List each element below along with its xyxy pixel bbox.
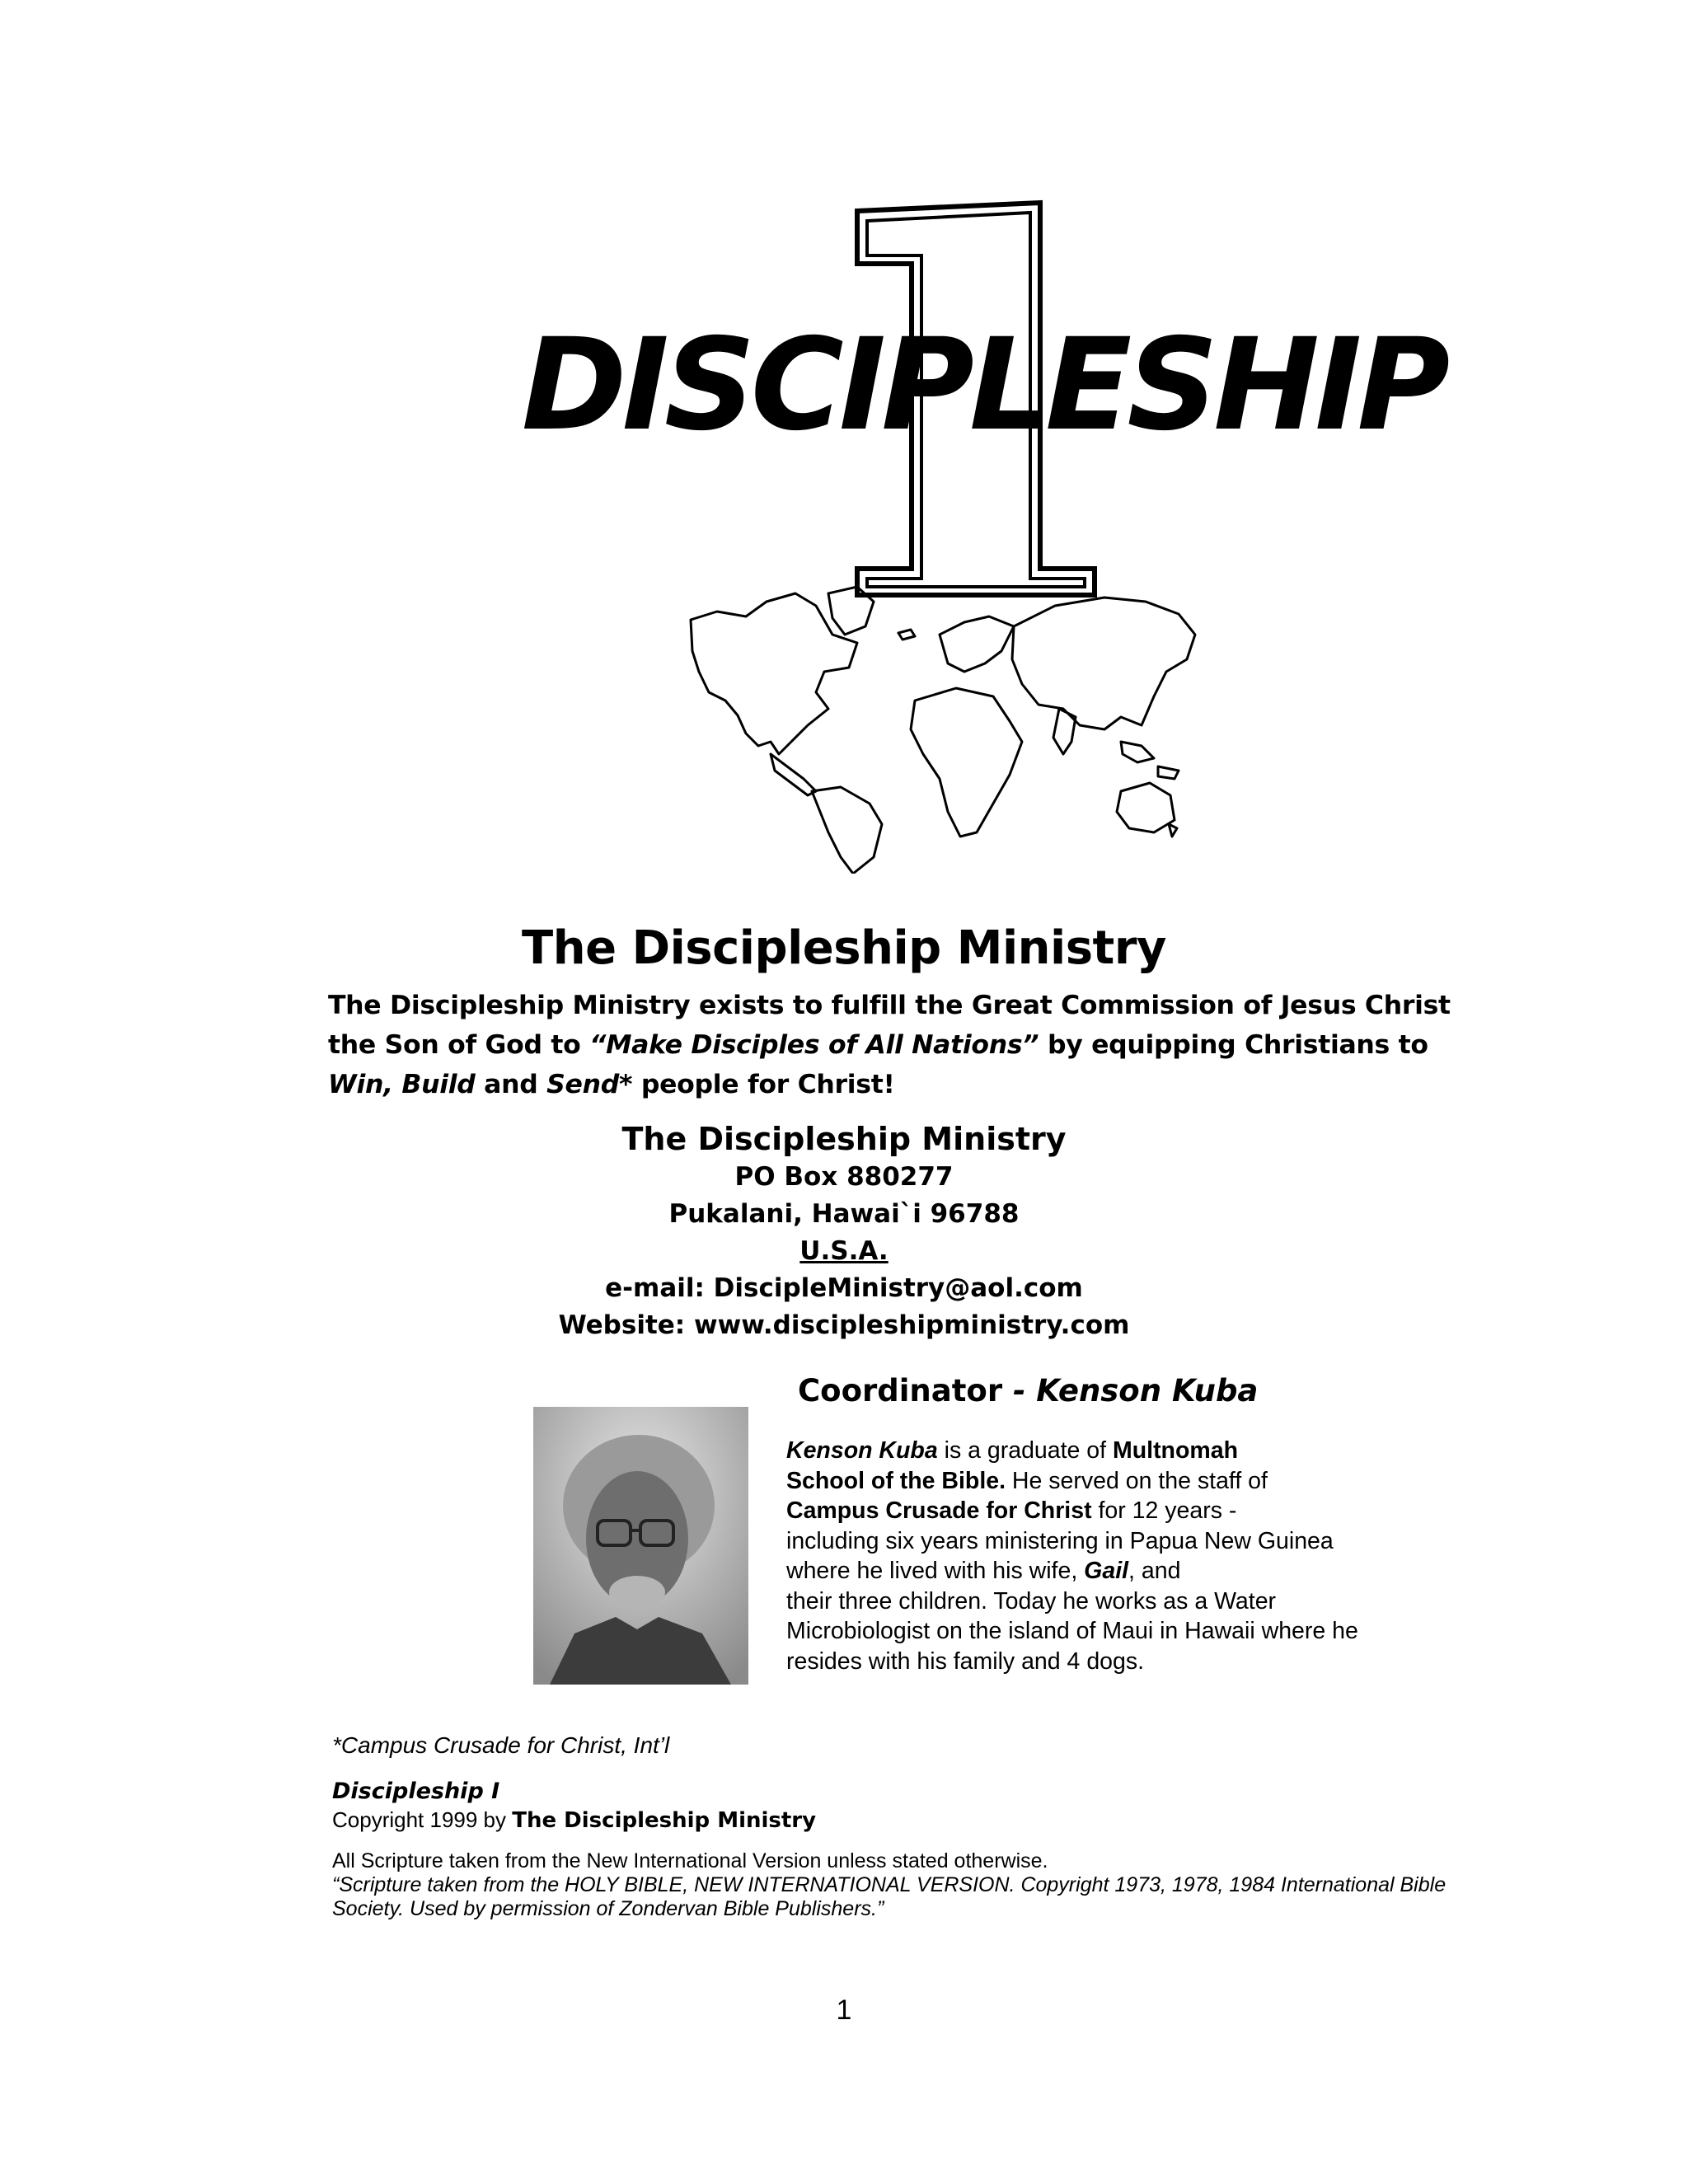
bio-text: , and (1128, 1558, 1181, 1584)
mission-win-build: Win, Build (328, 1070, 476, 1099)
address-email[interactable]: e-mail: DiscipleMinistry@aol.com (605, 1273, 1083, 1303)
footnote: *Campus Crusade for Christ, Int’l (332, 1732, 670, 1758)
copyright (332, 1807, 816, 1833)
bio-name: Kenson Kuba (786, 1437, 938, 1464)
scripture-note: All Scripture taken from the New International Version unless stated otherwise. (332, 1849, 1048, 1872)
address-country: U.S.A. (799, 1236, 889, 1266)
page-number: 1 (836, 1994, 852, 2026)
bio-line: Microbiologist on the island of Maui in Hawaii where he (786, 1618, 1358, 1644)
coordinator-separator: - (1002, 1373, 1037, 1408)
bio-text: is a graduate of (937, 1437, 1113, 1464)
portrait-image (533, 1407, 748, 1685)
bio-line: their three children. Today he works as a Water (786, 1587, 1277, 1615)
bio-org: Campus Crusade for Christ (786, 1497, 1092, 1524)
coordinator-heading (798, 1373, 1258, 1408)
address-pobox: PO Box 880277 (734, 1162, 954, 1192)
coordinator-photo (533, 1407, 748, 1685)
bio-wife: Gail (1084, 1558, 1129, 1584)
bio-school: School of the Bible. (786, 1467, 1006, 1494)
discipleship-logo (0, 0, 1688, 874)
coordinator-label: Coordinator (798, 1373, 1003, 1408)
logo-word: DISCIPLESHIP (521, 312, 1446, 459)
bio-text: He served on the staff of (1006, 1467, 1268, 1494)
address-city: Pukalani, Hawai`i 96788 (668, 1199, 1020, 1229)
address-name: The Discipleship Ministry (621, 1121, 1067, 1157)
copyright-holder: The Discipleship Ministry (512, 1808, 817, 1833)
mission-text: and (475, 1070, 547, 1099)
coordinator-name: Kenson Kuba (1036, 1373, 1259, 1408)
book-title: Discipleship I (332, 1779, 500, 1804)
mission-text: people for Christ! (632, 1070, 895, 1099)
bio-text: where he lived with his wife, (786, 1558, 1085, 1584)
mission-quote: “Make Disciples of All Nations” (589, 1030, 1039, 1060)
bio-line: including six years ministering in Papua New Guinea (786, 1527, 1334, 1554)
mission-statement (328, 986, 1498, 1104)
mission-text: The Discipleship Ministry exists to fulfill the Great Commission of Jesus Christ the Son of God to (328, 991, 1451, 1060)
mission-title: The Discipleship Ministry (522, 921, 1166, 975)
bio-line: resides with his family and 4 dogs. (786, 1647, 1145, 1675)
mission-text: by equipping Christians to (1039, 1030, 1428, 1060)
bio-school: Multnomah (1113, 1437, 1238, 1464)
mission-send: Send* (546, 1070, 633, 1099)
copyright-prefix: Copyright 1999 by (332, 1807, 513, 1832)
world-map (691, 587, 1195, 874)
bio-text: for 12 years - (1091, 1497, 1237, 1524)
scripture-permission: “Scripture taken from the HOLY BIBLE, NEW INTERNATIONAL VERSION. Copyright 1973, 1978, 1984 International Bible Society. Used by permission of Zondervan Bible Publishers.” (332, 1873, 1447, 1920)
coordinator-bio (786, 1436, 1380, 1676)
address-website[interactable]: Website: www.discipleshipministry.com (558, 1310, 1130, 1340)
